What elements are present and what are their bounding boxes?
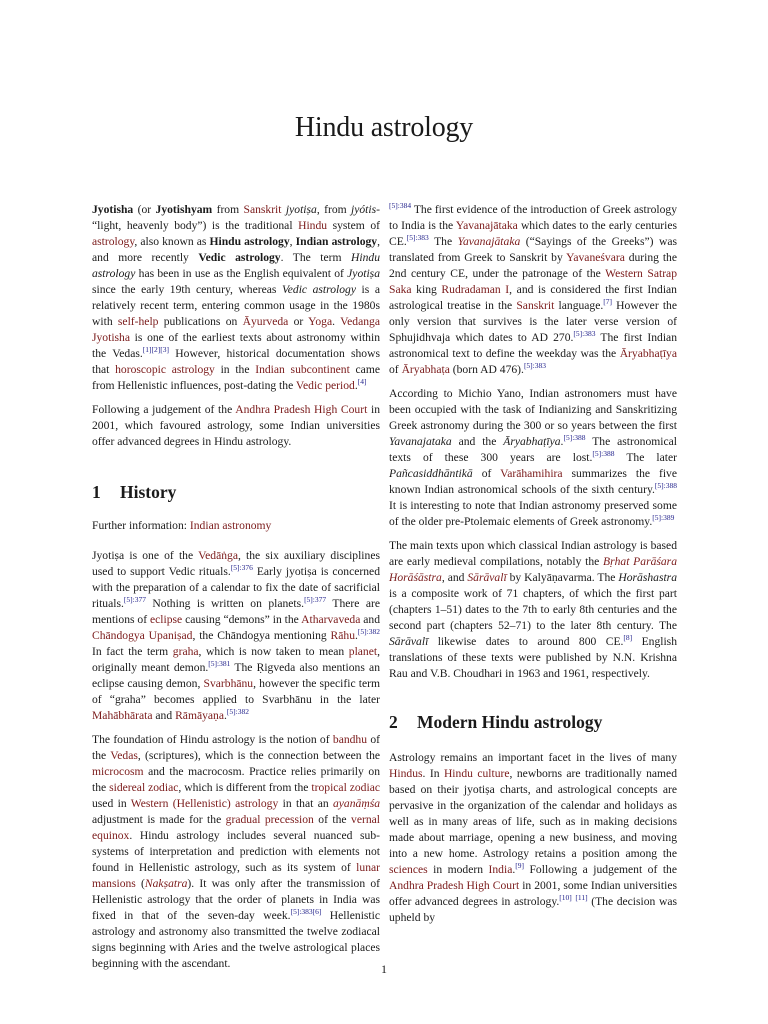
term-jyotisha: Jyotisha [92, 203, 134, 216]
modern-paragraph-1: Astrology remains an important facet in the lives of many Hindus. In Hindu culture, newborns are traditionally named based on their jyotiṣa charts, and astrological concepts are pervasive in the organization of the calendar and holidays as well as in many areas of life, such as in making decisions made about marriage, opening a new business, and moving into a new home. Astrology retains a position among the sciences in modern India.[9] Following a judgement of the Andhra Pradesh High Court in 2001, some Indian universities offer advanced degrees in astrology.[10] [11] (The decision was upheld by [389, 751, 678, 924]
citation-ref[interactable]: [5]:383 [523, 361, 547, 371]
citation-ref[interactable]: [5]:377 [304, 595, 327, 605]
link-eclipse[interactable]: eclipse [150, 613, 183, 626]
link-yavanajataka-2[interactable]: Yavanajātaka [457, 235, 521, 248]
link-aryabhata[interactable]: Āryabhaṭa [401, 363, 450, 376]
citation-ref[interactable]: [5]:383 [573, 329, 596, 339]
section-heading-history: 1 History [92, 482, 177, 502]
citation-ref[interactable]: [5]:383 [406, 233, 429, 243]
link-sidereal-zodiac[interactable]: sidereal zodiac [109, 781, 179, 794]
link-sanskrit[interactable]: Sanskrit [243, 203, 282, 216]
link-vedas[interactable]: Vedas [110, 749, 138, 762]
history-paragraph-3: According to Michio Yano, Indian astronomers must have been occupied with the task of Indianizing and Sanskritizing Greek astronomy during the 300 or so years between the first Yavanajataka and the Āryabhaṭīya.$^{[5]:388}$ The astronomical texts of these 300 years are lost.$^{[5]:388}$ The later Pañcasiddhāntikā of Varāhamihira summarizes the five known Indian astronomical schools of the sixth century.$^{[5]:388}$ It is interesting to note that Indian astronomy preserved some of the older pre-Ptolemaic elements of Greek astronomy.$^{[5]:389}$ [389, 387, 678, 528]
link-atharvaveda[interactable]: Atharvaveda [301, 613, 361, 626]
link-self-help[interactable]: self-help [117, 315, 159, 328]
citation-ref[interactable]: [7] [603, 297, 613, 307]
link-lunar-mansions[interactable]: lunar mansions [92, 861, 380, 890]
citation-ref[interactable]: [5]:388 [654, 481, 677, 491]
link-western-astrology[interactable]: Western (Hellenistic) astrology [130, 797, 279, 810]
citation-ref[interactable]: [5]:376 [230, 563, 253, 573]
citation-ref[interactable]: [5]:389 [652, 513, 675, 523]
citation-ref[interactable]: [5]:388 [563, 433, 586, 443]
link-vernal-equinox[interactable]: vernal equinox [92, 813, 380, 842]
link-vedanga-jyotisha[interactable]: Vedanga Jyotisha [92, 315, 380, 344]
link-mahabharata[interactable]: Mahābhārata [92, 709, 153, 722]
section-heading-modern-hindu-astrology: 2 Modern Hindu astrology [389, 712, 603, 732]
citation-ref[interactable]: [1][2][3] [142, 345, 170, 355]
history-paragraph-1: Jyotiṣa is one of the Vedāṅga, the six auxiliary disciplines used to support Vedic rituals.$^{[5]:376}$ Early jyotiṣa is concerned with the preparation of a calendar to fix the date of sacrificial rituals.$^{[5]:377}$ Nothing is written on planets.$^{[5]:377}$ There are mentions of eclipse causing “demons” in the Atharvaveda and Chāndogya Upaniṣad, the Chāndogya mentioning Rāhu.$^{[5]:382}$ In fact the term graha, which is now taken to mean planet, originally meant demon.$^{[5]:381}$ The Ṛigveda also mentions an eclipse causing demon, Svarbhānu, however the specific term of “graha” becomes applied to Svarbhānu in the later Mahābhārata and Rāmāyaṇa.$^{[5]:382}$ [92, 549, 380, 722]
link-gradual-precession[interactable]: gradual precession [225, 813, 314, 826]
link-planet[interactable]: planet [348, 645, 378, 658]
link-western-satrap-saka[interactable]: Western Satrap Saka [389, 267, 678, 296]
citation-ref[interactable]: [9] [515, 861, 524, 871]
history-paragraph-2: The foundation of Hindu astrology is the notion of bandhu of the Vedas, (scriptures), which is the connection between the microcosm and the macrocosm. Practice relies primarily on the sidereal zodiac, which is different from the tropical zodiac used in Western (Hellenistic) astrology in that an ayanāṃśa adjustment is made for the gradual precession of the vernal equinox. Hindu astrology includes several nuanced sub-systems of interpretation and prediction with elements not found in Hellenistic astrology, such as its system of lunar mansions (Nakṣatra). It was only after the transmission of Hellenistic astrology that the order of planets in India was fixed in that of the seven-day week.[5]:383[6] Hellenistic astrology and astronomy also transmitted the twelve zodiacal signs beginning with Aries and the twelve astrological places beginning with the ascendant. [92, 733, 381, 970]
citation-ref[interactable]: [5]:382 [226, 707, 249, 717]
citation-ref[interactable]: [5]:382 [357, 627, 380, 637]
history-paragraph-4: The main texts upon which classical Indian astrology is based are early medieval compilations, notably the Bṛhat Parāśara Horāśāstra, and Sārāvalī by Kalyāṇavarma. The Horāshastra is a composite work of 71 chapters, of which the first part (chapters 1–51) dates to the 7th to early 8th centuries and the second part (chapters 52–71) to the later 8th century. The Sārāvalī likewise dates to around 800 CE.[8] English translations of these texts were published by N.N. Krishna Rau and V.B. Choudhari in 1963 and 1961, respectively. [389, 539, 677, 680]
link-indian-subcontinent[interactable]: Indian subcontinent [255, 363, 350, 376]
link-saravali[interactable]: Sārāvalī [467, 571, 507, 584]
link-andhra-pradesh-high-court-2[interactable]: Andhra Pradesh High Court [389, 879, 520, 892]
link-chandogya-upanisad[interactable]: Chāndogya Upaniṣad [92, 629, 193, 642]
citation-ref[interactable]: [5]:377 [123, 595, 146, 605]
citation-ref[interactable]: [5]:388 [592, 449, 615, 459]
intro-paragraph-1: Jyotisha (or Jyotishyam from Sanskrit jyotiṣa, from jyótis- “light, heavenly body”) is the traditional Hindu system of astrology, also known as Hindu astrology, Indian astrology, and more recently Vedic astrology. The term Hindu astrology has been in use as the English equivalent of Jyotiṣa since the early 19th century, whereas Vedic astrology is a relatively recent term, entering common usage in the 1980s with self-help publications on Āyurveda or Yoga. Vedanga Jyotisha is one of the earliest texts about astronomy within the Vedas.[1][2][3] However, historical documentation shows that horoscopic astrology in the Indian subcontinent came from Hellenistic influences, post-dating the Vedic period.[4] [92, 203, 380, 392]
link-ramayana[interactable]: Rāmāyaṇa [175, 709, 224, 722]
link-rudradaman-i[interactable]: Rudradaman I [441, 283, 510, 296]
link-sanskrit-2[interactable]: Sanskrit [516, 299, 555, 312]
term-jyotishyam: Jyotishyam [155, 203, 213, 216]
citation-ref[interactable]: [5]:384 [389, 201, 412, 211]
link-vedic-period[interactable]: Vedic period [295, 379, 355, 392]
link-hindu-culture[interactable]: Hindu culture [443, 767, 510, 780]
link-ayurveda[interactable]: Āyurveda [242, 315, 289, 328]
link-ayanamsa[interactable]: ayanāṃśa [332, 797, 380, 810]
link-tropical-zodiac[interactable]: tropical zodiac [311, 781, 380, 794]
link-varahamihira[interactable]: Varāhamihira [500, 467, 563, 480]
page-title: Hindu astrology [294, 112, 474, 143]
link-bandhu[interactable]: bandhu [332, 733, 368, 746]
citation-ref[interactable]: [5]:383[6] [290, 907, 322, 917]
page-number: 1 [381, 962, 387, 976]
link-horoscopic-astrology[interactable]: horoscopic astrology [115, 363, 215, 376]
link-microcosm[interactable]: microcosm [92, 765, 144, 778]
citation-ref[interactable]: [11] [575, 893, 588, 903]
left-column [92, 202, 380, 980]
link-brhat-parasara-horasastra[interactable]: Bṛhat Parāśara Horāśāstra [389, 555, 677, 584]
link-india[interactable]: India [488, 863, 513, 876]
citation-ref[interactable]: [10] [559, 893, 572, 903]
further-information: Further information: Indian astronomy [92, 519, 272, 532]
citation-ref[interactable]: [5]:381 [208, 659, 231, 669]
link-naksatra[interactable]: Nakṣatra [144, 877, 188, 890]
link-yavanesvara[interactable]: Yavaneśvara [566, 251, 625, 264]
link-astrology[interactable]: astrology [92, 235, 135, 248]
link-svarbhanu[interactable]: Svarbhānu [203, 677, 254, 690]
link-vedanga[interactable]: Vedāṅga [198, 549, 238, 562]
intro-paragraph-2: Following a judgement of the Andhra Pradesh High Court in 2001, which favoured astrology, some Indian universities offer advanced degrees in Hindu astrology. [92, 403, 380, 448]
link-hindu[interactable]: Hindu [298, 219, 328, 232]
history-paragraph-2-continued: $^{[5]:384}$ The first evidence of the introduction of Greek astrology to India is the Yavanajātaka which dates to the early centuries CE.$^{[5]:383}$ The Yavanajātaka (“Sayings of the Greeks”) was translated from Greek to Sanskrit by Yavaneśvara during the 2nd century CE, under the patronage of the Western Satrap Saka king Rudradaman I, and is considered the first Indian astrological treatise in the Sanskrit language.[7] However the only version that survives is the later verse version of Sphujidhvaja which dates to AD 270.$^{[5]:383}$ The first Indian astronomical text to define the weekday was the Āryabhaṭīya of Āryabhaṭa (born AD 476).$^{[5]:383}$ [389, 201, 678, 376]
link-graha[interactable]: graha [172, 645, 199, 658]
citation-ref[interactable]: [8] [623, 633, 633, 643]
right-column [389, 202, 677, 934]
link-rahu[interactable]: Rāhu [330, 629, 355, 642]
link-yavanajataka[interactable]: Yavanajātaka [455, 219, 518, 232]
link-indian-astronomy[interactable]: Indian astronomy [189, 519, 272, 532]
citation-ref[interactable]: [4] [357, 377, 367, 387]
link-hindus[interactable]: Hindus [389, 767, 423, 780]
link-sciences[interactable]: sciences [389, 863, 428, 876]
link-aryabhatiya[interactable]: Āryabhaṭīya [619, 347, 677, 360]
link-yoga[interactable]: Yoga [308, 315, 333, 328]
link-andhra-pradesh-high-court[interactable]: Andhra Pradesh High Court [235, 403, 368, 416]
